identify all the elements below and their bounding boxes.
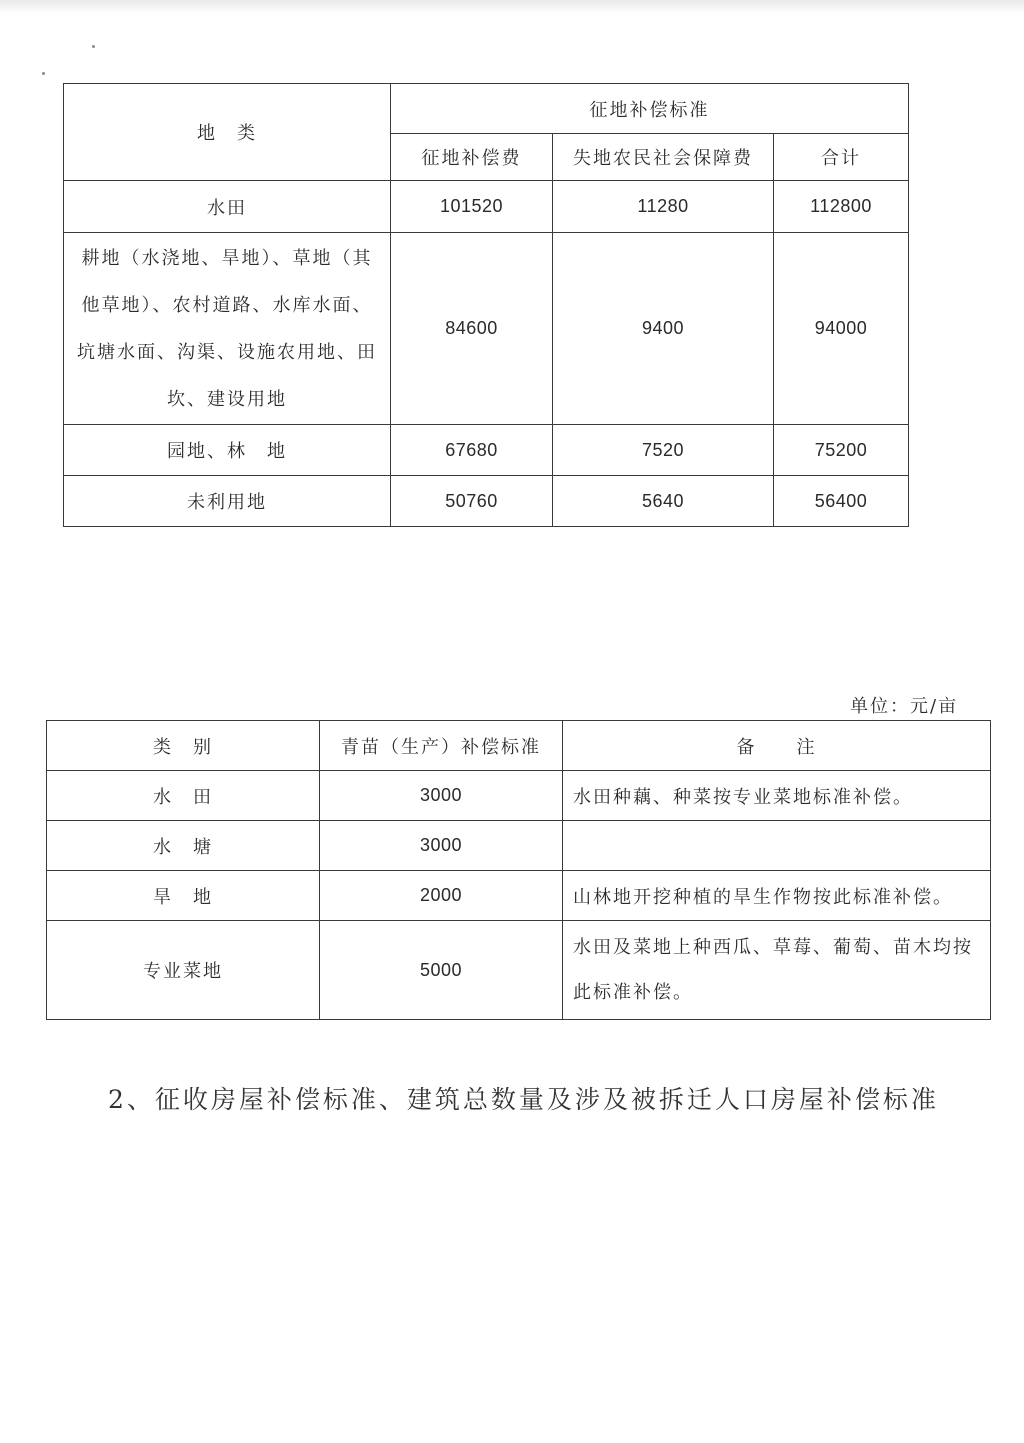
land-type-cell: 耕地（水浇地、旱地）、草地（其他草地）、农村道路、水库水面、坑塘水面、沟渠、设施农用地、田坎、建设用地	[64, 233, 391, 425]
page-top-shadow	[0, 0, 1024, 14]
note-cell: 水田种藕、种菜按专业菜地标准补偿。	[563, 771, 991, 821]
total-cell: 94000	[774, 233, 909, 425]
header-social-security-fee: 失地农民社会保障费	[553, 134, 774, 181]
note-cell	[563, 821, 991, 871]
total-cell: 75200	[774, 425, 909, 476]
header-compensation-standard: 征地补偿标准	[391, 84, 909, 134]
standard-cell: 3000	[320, 771, 563, 821]
table-row	[47, 921, 991, 1020]
table-row	[47, 771, 991, 821]
unit-label: 单位：元/亩	[850, 696, 959, 717]
table-row	[64, 181, 909, 233]
land-type-cell: 园地、林 地	[64, 425, 391, 476]
land-type-cell: 未利用地	[64, 476, 391, 527]
compensation-fee-cell: 101520	[391, 181, 553, 233]
category-cell: 水 田	[47, 771, 320, 821]
header-land-type: 地 类	[64, 84, 391, 181]
standard-cell: 5000	[320, 921, 563, 1020]
scan-speck	[92, 45, 95, 48]
scan-speck	[42, 72, 45, 75]
header-category: 类 别	[47, 721, 320, 771]
total-cell: 56400	[774, 476, 909, 527]
compensation-fee-cell: 50760	[391, 476, 553, 527]
social-security-cell: 9400	[553, 233, 774, 425]
category-cell: 水 塘	[47, 821, 320, 871]
compensation-fee-cell: 67680	[391, 425, 553, 476]
table-row	[47, 821, 991, 871]
standard-cell: 2000	[320, 871, 563, 921]
social-security-cell: 7520	[553, 425, 774, 476]
category-cell: 旱 地	[47, 871, 320, 921]
note-cell: 山林地开挖种植的旱生作物按此标准补偿。	[563, 871, 991, 921]
table-row	[64, 425, 909, 476]
standard-cell: 3000	[320, 821, 563, 871]
table-row	[64, 233, 909, 425]
table-row	[64, 476, 909, 527]
crop-compensation-table	[46, 720, 991, 1020]
compensation-fee-cell: 84600	[391, 233, 553, 425]
land-compensation-table	[63, 83, 909, 527]
social-security-cell: 5640	[553, 476, 774, 527]
table-row	[47, 871, 991, 921]
total-cell: 112800	[774, 181, 909, 233]
social-security-cell: 11280	[553, 181, 774, 233]
header-note: 备 注	[563, 721, 991, 771]
header-crop-standard: 青苗（生产）补偿标准	[320, 721, 563, 771]
section-heading: 2、征收房屋补偿标准、建筑总数量及涉及被拆迁人口房屋补偿标准	[108, 1085, 939, 1114]
note-cell: 水田及菜地上种西瓜、草莓、葡萄、苗木均按此标准补偿。	[563, 921, 991, 1020]
header-compensation-fee: 征地补偿费	[391, 134, 553, 181]
header-total: 合计	[774, 134, 909, 181]
land-type-cell: 水田	[64, 181, 391, 233]
category-cell: 专业菜地	[47, 921, 320, 1020]
